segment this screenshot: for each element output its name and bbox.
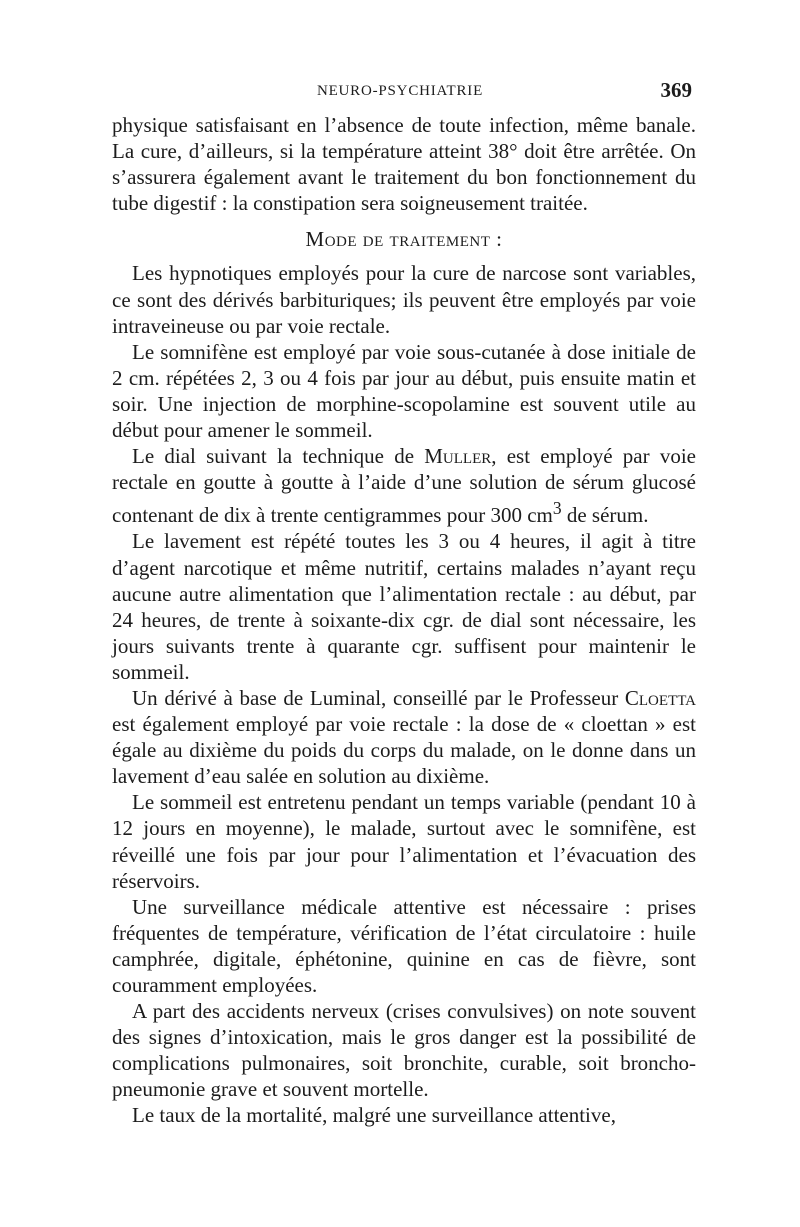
dial-text-start: Le dial suivant la technique de [132, 444, 425, 469]
cubic-superscript: 3 [552, 498, 562, 519]
page-number: 369 [660, 78, 692, 102]
paragraph-sommeil: Le sommeil est entretenu pendant un temps variable (pendant 10 à 12 jours en moyenne), le malade, surtout avec le somnifène, est réveillé une fois par jour pour l’alimentation et l’évacuation des réservoirs. [112, 790, 696, 893]
paragraph-mortalite: Le taux de la mortalité, malgré une surveillance attentive, [132, 1103, 616, 1128]
dial-text-mid: , est employé par voie rectale en goutte à goutte à l’aide d’une solution de sérum glucosé contenant de dix à trente centigrammes pour 300 cm [112, 444, 696, 528]
running-title: NEURO-PSYCHIATRIE [316, 83, 484, 99]
luminal-text-start: Un dérivé à base de Luminal, conseillé par le Professeur [132, 685, 625, 710]
paragraph-dial [112, 443, 696, 528]
paragraph-continuation: physique satisfaisant en l’absence de toute infection, même banale. La cure, d’ailleurs, si la température atteint 38° doit être arrêtée. On s’assurera également avant le traitement du bon fonctionnement du tube digestif : la constipation sera soigneusement traitée. [112, 113, 696, 216]
paragraph-hypnotiques: Les hypnotiques employés pour la cure de narcose sont variables, ce sont des dérivés barbituriques; ils peuvent être employés par voie intraveineuse ou par voie rectale. [112, 261, 696, 338]
author-cloetta: Cloetta [624, 685, 696, 710]
paragraph-accidents: A part des accidents nerveux (crises convulsives) on note souvent des signes d’intoxication, mais le gros danger est la possibilité de complications pulmonaires, soit bronchite, curable, soit broncho-pneumonie grave et souvent mortelle. [112, 999, 696, 1102]
paragraph-lavement: Le lavement est répété toutes les 3 ou 4 heures, il agit à titre d’agent narcotique et même nutritif, certains malades n’ayant reçu aucune autre alimentation que l’alimentation rectale : au début, par 24 heures, de trente à soixante-dix cgr. de dial sont nécessaire, les jours suivants trente à quarante cgr. suffisent pour maintenir le sommeil. [112, 529, 696, 684]
running-head [0, 78, 800, 108]
paragraph-luminal [112, 685, 696, 789]
dial-text-end: de sérum. [561, 503, 649, 528]
author-muller: Muller [424, 444, 492, 469]
paragraph-somnifene: Le somnifène est employé par voie sous-cutanée à dose initiale de 2 cm. répétées 2, 3 ou 4 fois par jour au début, puis ensuite matin et soir. Une injection de morphine-scopolamine est souvent utile au début pour amener le sommeil. [112, 339, 696, 443]
body-text [112, 112, 696, 1129]
section-heading: Mode de traitement : [305, 227, 503, 252]
luminal-text-end: est également employé par voie rectale : la dose de « cloettan » est égale au dixième du poids du corps du malade, on le donne dans un lavement d’eau salée en solution au dixième. [112, 712, 696, 789]
paragraph-surveillance: Une surveillance médicale attentive est nécessaire : prises fréquentes de température, vérification de l’état circulatoire : huile camphrée, digitale, éphétonine, quinine en cas de fièvre, sont couramment employées. [112, 894, 696, 997]
